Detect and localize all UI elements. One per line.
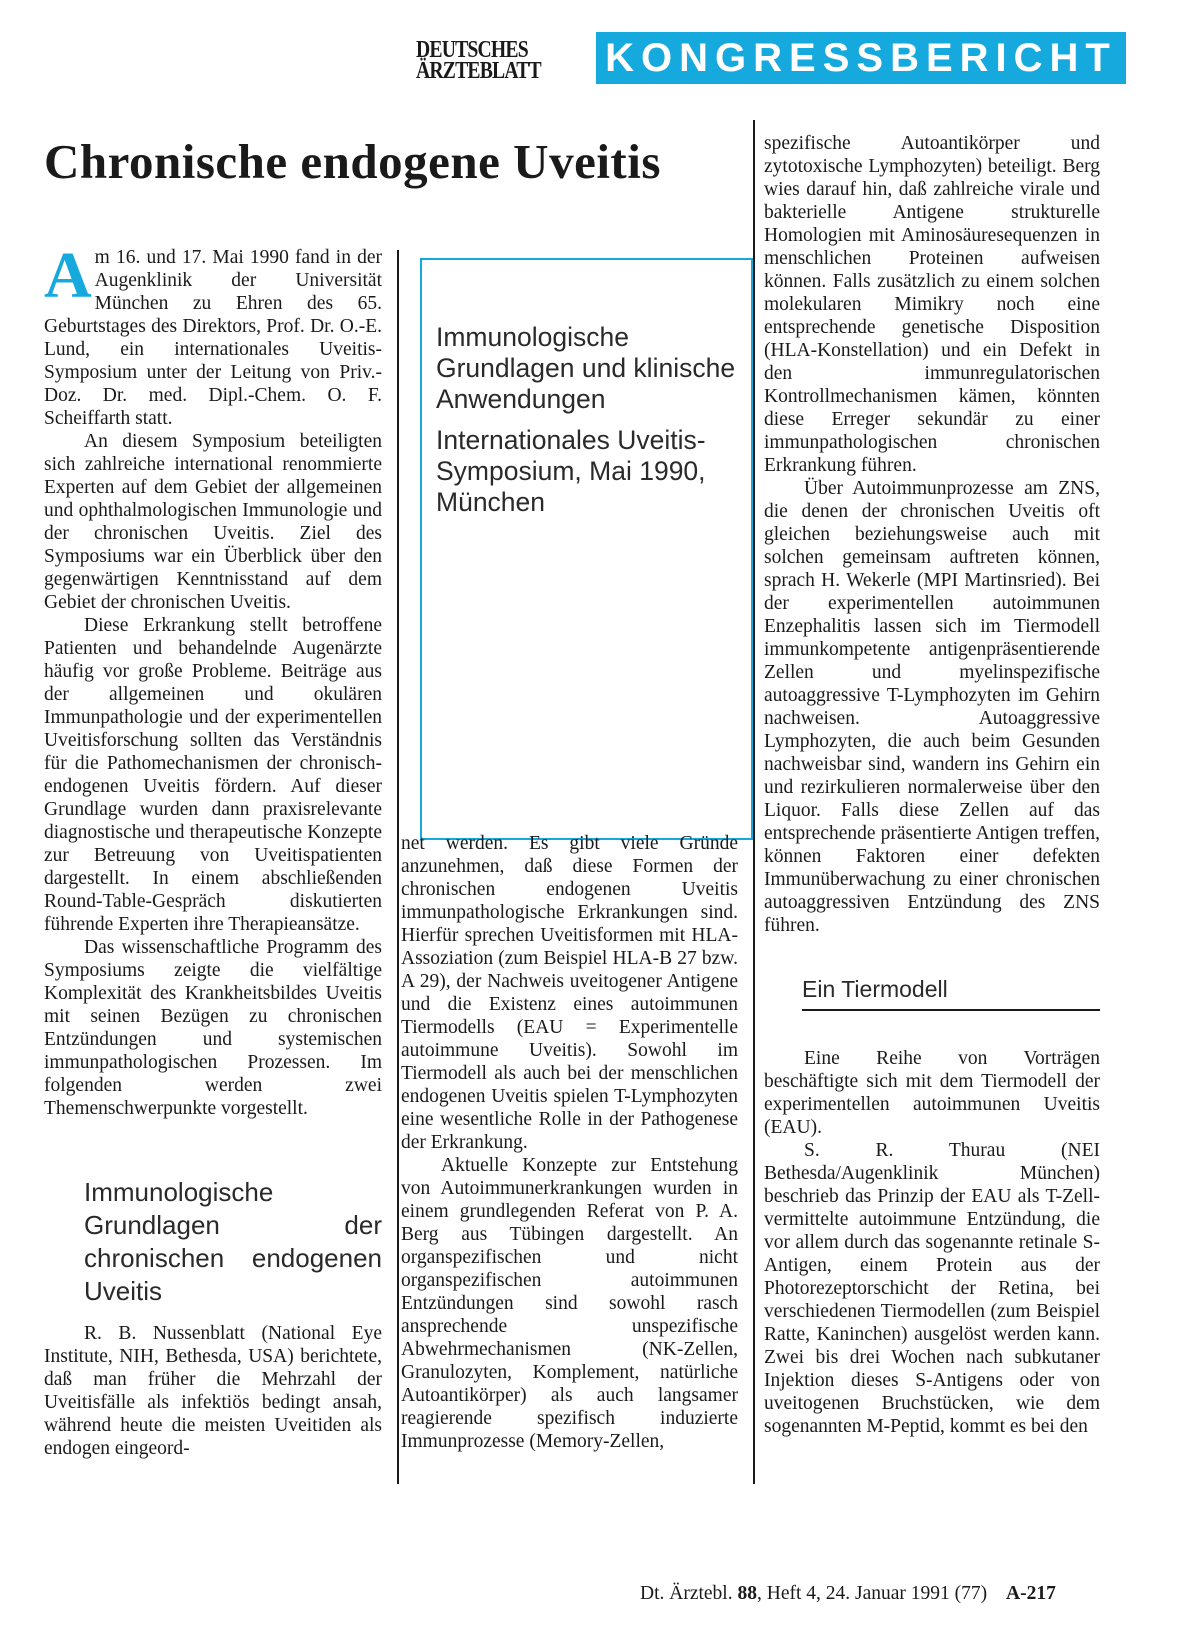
section-banner: KONGRESSBERICHT <box>596 32 1126 84</box>
logo-line-1: DEUTSCHES <box>416 37 528 63</box>
paragraph: spezifische Autoantikörper und zytotoxische Lymphozyten) beteiligt. Berg wies darauf hin, daß zahlreiche virale und bakterielle Antigene strukturelle Homologien mit Aminosäuresequenzen in menschlichen Proteinen aufweisen können. Falls zusätzlich zu einem solchen molekularen Mimikry noch eine entsprechende genetische Disposition (HLA-Konstellation) und ein Defekt in den immunregulatorischen Kontrollmechanismen kämen, könnten diese Erreger sekundär zu einer immunpathologischen chronischen Erkrankung führen. <box>764 133 1100 476</box>
article-title: Chronische endogene Uveitis <box>44 134 661 189</box>
page-footer <box>640 1583 1056 1605</box>
paragraph: R. B. Nussenblatt (National Eye Institute, NIH, Bethesda, USA) berichtete, daß man früher die Mehrzahl der Uveitisfälle als infektiös bedingt ansah, während heute die meisten Uveitiden als endogen eingeord- <box>44 1323 382 1459</box>
paragraph: Aktuelle Konzepte zur Entstehung von Autoimmunerkrankungen wurden in einem grundlegenden Referat von P. A. Berg aus Tübingen dargestellt. An organspezifischen und nicht organspezifischen autoimmunen Entzündungen sind sowohl rasch ansprechende unspezifische Abwehrmechanismen (NK-Zellen, Granulozyten, Komplement, natürliche Autoantikörper) als auch langsamer reagierende spezifisch induzierte Immunprozesse (Memory-Zellen, <box>401 1155 738 1452</box>
page-number: A-217 <box>1006 1583 1056 1604</box>
info-box-event: Internationales Uveitis-Symposium, Mai 1990, München <box>436 425 706 517</box>
info-box <box>420 258 753 840</box>
journal-name: Dt. Ärztebl. <box>640 1583 733 1604</box>
paragraph: Am 16. und 17. Mai 1990 fand in der Augenklinik der Universität München zu Ehren des 65. Geburtstages des Direktors, Prof. Dr. O.-E. Lund, ein internationales Uveitis-Symposium unter der Leitung von Priv.-Doz. Dr. med. Dipl.-Chem. O. F. Scheiffarth statt. <box>44 239 382 429</box>
paragraph: An diesem Symposium beteiligten sich zahlreiche international renommierte Experten auf dem Gebiet der allgemeinen und ophthalmologischen Immunologie und der chronischen Uveitis. Ziel des Symposiums war ein Überblick über den gegenwärtigen Kenntnisstand auf dem Gebiet der chronischen Uveitis. <box>44 431 382 613</box>
volume-number: 88 <box>737 1583 757 1604</box>
column-rule-right <box>753 120 755 1484</box>
paragraph: Über Autoimmunprozesse am ZNS, die denen der chronischen Uveitis oft gleichen beziehungsweise auch mit solchen gemeinsam auftreten können, sprach H. Wekerle (MPI Martinsried). Bei der experimentellen autoimmunen Enzephalitis lassen sich im Tiermodell immunkompetente antigenpräsentierende Zellen und myelinspezifische autoaggressive T-Lymphozyten im Gehirn nachweisen. Autoaggressive Lymphozyten, die auch beim Gesunden nachweisbar sind, wandern ins Gehirn ein und rezirkulieren normalerweise über den Liquor. Falls diese Zellen auf das entsprechende präsentierte Antigen treffen, können Faktoren einer defekten Immunüberwachung zu einer chronischen autoaggressiven Entzündung des ZNS führen. <box>764 478 1100 936</box>
paragraph: S. R. Thurau (NEI Bethesda/Augenklinik München) beschrieb das Prinzip der EAU als T-Zell-vermittelte autoimmune Entzündung, die vor allem durch das sogenannte retinale S-Antigen, einem Protein aus der Photorezeptorschicht der Retina, bei verschiedenen Tiermodellen (zum Beispiel Ratte, Kaninchen) ausgelöst werden kann. Zwei bis drei Wochen nach subkutaner Injektion dieses S-Antigens oder von uveitogenen Bruchstücken, wie dem sogenannten M-Peptid, kommt es bei den <box>764 1140 1100 1437</box>
logo-line-2: ÄRZTEBLATT <box>416 58 541 84</box>
section-heading: Immunologische Grundlagen der chronischen endogenen Uveitis <box>84 1177 382 1306</box>
column-rule-left <box>397 250 399 1484</box>
paragraph: Das wissenschaftliche Programm des Symposiums zeigte die vielfältige Komplexität des Krankheitsbildes Uveitis mit seinen Bezügen zu chronischen Entzündungen und systemischen immunpathologischen Prozessen. Im folgenden werden zwei Themenschwerpunkte vorgestellt. <box>44 937 382 1119</box>
paragraph: net werden. Es gibt viele Gründe anzunehmen, daß diese Formen der chronischen endogenen Uveitis immunpathologische Erkrankungen sind. Hierfür sprechen Uveitisformen mit HLA-Assoziation (zum Beispiel HLA-B 27 bzw. A 29), der Nachweis uveitogener Antigene und die Existenz eines autoimmunen Tiermodells (EAU = Experimentelle autoimmune Uveitis). Sowohl im Tiermodell als auch bei der menschlichen endogenen Uveitis spielen T-Lymphozyten eine wesentliche Rolle in der Pathogenese der Erkrankung. <box>401 833 738 1153</box>
issue-date: , Heft 4, 24. Januar 1991 (77) <box>756 1583 988 1604</box>
drop-cap: A <box>44 239 92 312</box>
paragraph: Diese Erkrankung stellt betroffene Patienten und behandelnde Augenärzte häufig vor große Probleme. Beiträge aus der allgemeinen und okulären Immunpathologie und der experimentellen Uveitisforschung sollten das Verständnis für die Pathomechanismen der chronisch-endogenen Uveitis fördern. Auf dieser Grundlage wurden dann praxisrelevante diagnostische und therapeutische Konzepte zur Betreuung von Uveitispatienten dargestellt. In einem abschließenden Round-Table-Gespräch diskutierten führende Experten ihre Therapieansätze. <box>44 615 382 935</box>
column-3 <box>764 132 1100 1438</box>
info-box-subtitle: Immunologische Grundlagen und klinische Anwendungen <box>436 322 736 414</box>
paragraph: Eine Reihe von Vorträgen beschäftigte sich mit dem Tiermodell der experimentellen autoimmunen Uveitis (EAU). <box>764 1048 1100 1138</box>
column-1 <box>44 239 382 1460</box>
journal-logo <box>416 37 547 84</box>
section-heading: Ein Tiermodell <box>802 975 1100 1011</box>
column-2 <box>401 832 738 1453</box>
